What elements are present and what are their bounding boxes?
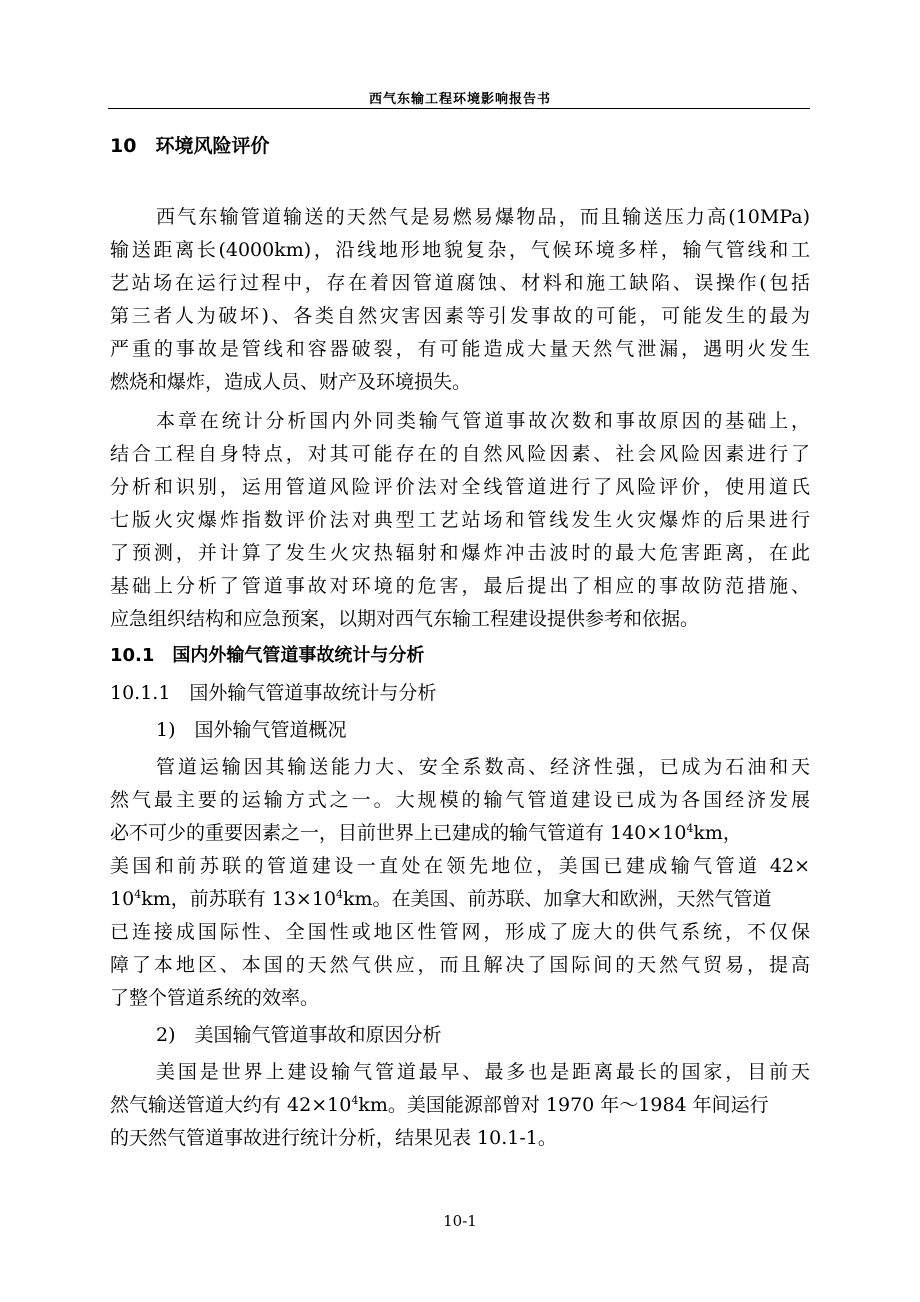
paragraph-line: 七版火灾爆炸指数评价法对典型工艺站场和管线发生火灾爆炸的后果进行 bbox=[110, 509, 810, 531]
superscript: 4 bbox=[336, 888, 344, 901]
paragraph-line: 然气输送管道大约有 $42\times 10^4km$。美国能源部曾对 1970 年～1984 年间运行 bbox=[110, 1094, 769, 1116]
paragraph-line: 然气最主要的运输方式之一。大规模的输气管道建设已成为各国经济发展 bbox=[110, 789, 810, 811]
paragraph-line: 美国是世界上建设输气管道最早、最多也是距离最长的国家，目前天 bbox=[156, 1061, 810, 1083]
paragraph-line: 美国和前苏联的管道建设一直处在领先地位，美国已建成输气管道 42× bbox=[110, 855, 810, 877]
paragraph-line: $10^4km$，前苏联有 $13\times 10^4km$。在美国、前苏联、加拿大和欧洲，天然气管道 bbox=[110, 888, 772, 910]
section-heading: 10.1 国内外输气管道事故统计与分析 bbox=[110, 645, 425, 666]
paragraph-line: 应急组织结构和应急预案，以期对西气东输工程建设提供参考和依据。 bbox=[110, 608, 700, 630]
paragraph-line: 障了本地区、本国的天然气供应，而且解决了国际间的天然气贸易，提高 bbox=[110, 954, 810, 976]
paragraph-line: 必不可少的重要因素之一，目前世界上已建成的输气管道有 $140\times 10^4km$， bbox=[110, 822, 742, 844]
chapter-title: 10 环境风险评价 bbox=[110, 135, 270, 157]
paragraph-line: 基础上分析了管道事故对环境的危害，最后提出了相应的事故防范措施、 bbox=[110, 575, 810, 597]
header-rule bbox=[108, 108, 810, 109]
paragraph-line: 输送距离长(4000km)，沿线地形地貌复杂，气候环境多样，输气管线和工 bbox=[110, 239, 810, 261]
superscript: 4 bbox=[686, 822, 694, 835]
paragraph-line: 已连接成国际性、全国性或地区性管网，形成了庞大的供气系统，不仅保 bbox=[110, 921, 810, 943]
paragraph-line: 艺站场在运行过程中，存在着因管道腐蚀、材料和施工缺陷、误操作(包括 bbox=[110, 272, 810, 294]
running-header: 西气东输工程环境影响报告书 bbox=[368, 92, 551, 107]
paragraph-line: 了预测，并计算了发生火灾热辐射和爆炸冲击波时的最大危害距离，在此 bbox=[110, 542, 810, 564]
superscript: 4 bbox=[134, 888, 142, 901]
paragraph-line: 了整个管道系统的效率。 bbox=[110, 987, 320, 1009]
list-item-heading: 2) 美国输气管道事故和原因分析 bbox=[156, 1024, 442, 1046]
paragraph-line: 第三者人为破坏)、各类自然灾害因素等引发事故的可能，可能发生的最为 bbox=[110, 305, 810, 327]
paragraph-line: 的天然气管道事故进行统计分析，结果见表 10.1-1。 bbox=[110, 1127, 557, 1149]
page-number: 10-1 bbox=[443, 1212, 477, 1230]
subsection-heading: 10.1.1 国外输气管道事故统计与分析 bbox=[110, 682, 437, 704]
paragraph-line: 燃烧和爆炸，造成人员、财产及环境损失。 bbox=[110, 371, 472, 393]
paragraph-line: 结合工程自身特点，对其可能存在的自然风险因素、社会风险因素进行了 bbox=[110, 443, 810, 465]
paragraph-line: 分析和识别，运用管道风险评价法对全线管道进行了风险评价，使用道氏 bbox=[110, 476, 810, 498]
superscript: 4 bbox=[351, 1094, 359, 1107]
paragraph-line: 管道运输因其输送能力大、安全系数高、经济性强，已成为石油和天 bbox=[156, 756, 810, 778]
paragraph-line: 西气东输管道输送的天然气是易燃易爆物品，而且输送压力高(10MPa) bbox=[156, 206, 810, 228]
paragraph-line: 严重的事故是管线和容器破裂，有可能造成大量天然气泄漏，遇明火发生 bbox=[110, 338, 810, 360]
paragraph-line: 本章在统计分析国内外同类输气管道事故次数和事故原因的基础上， bbox=[156, 410, 810, 432]
list-item-heading: 1) 国外输气管道概况 bbox=[156, 719, 347, 741]
